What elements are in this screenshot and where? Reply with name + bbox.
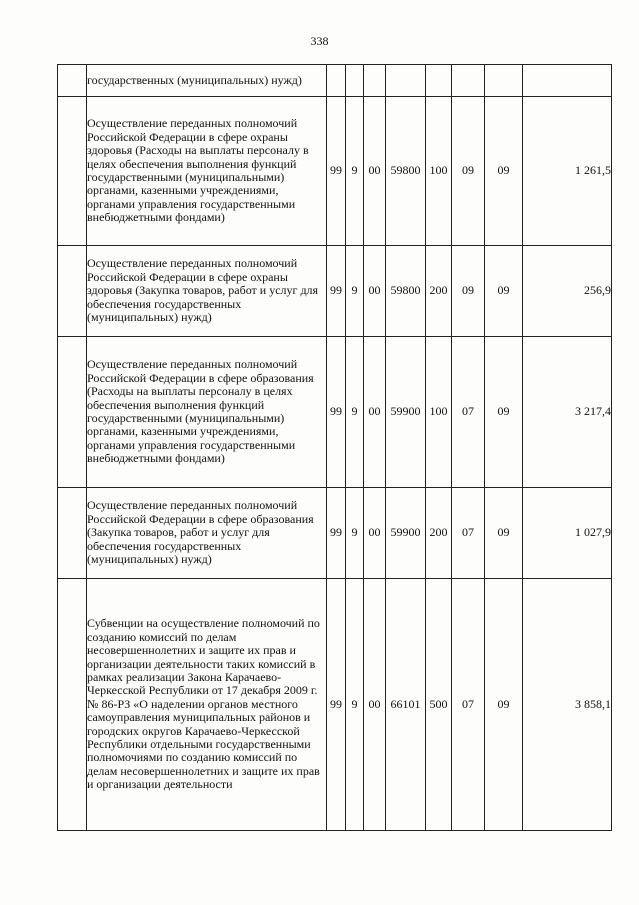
row-description: Осуществление переданных полномочий Российской Федерации в сфере охраны здоровья (Расходы на выплаты персоналу в целях обеспечения выполнения функций государственными (муниципальными) органами, казенными учреждениями, органами управления государственными внебюджетными фондами) bbox=[87, 97, 327, 246]
code-subsection bbox=[485, 65, 523, 97]
code-expense-type: 100 bbox=[426, 97, 452, 246]
table-row bbox=[58, 65, 612, 97]
row-description: Осуществление переданных полномочий Российской Федерации в сфере образования (Закупка товаров, работ и услуг для обеспечения государственных (муниципальных) нужд) bbox=[87, 488, 327, 579]
code-direction bbox=[386, 65, 426, 97]
code-section: 07 bbox=[452, 579, 485, 831]
page-number: 338 bbox=[310, 34, 329, 48]
budget-table bbox=[57, 64, 612, 831]
amount-value: 3 217,4 bbox=[523, 337, 612, 488]
row-description: Субвенции на осуществление полномочий по созданию комиссий по делам несовершеннолетних и защите их прав и организации деятельности таких комиссий в рамках реализации Закона Карачаево-Черкесской Республики от 17 декабря 2009 г. № 86-РЗ «О наделении органов местного самоуправления муниципальных районов и городских округов Карачаево-Черкесской Республики отдельными государственными полномочиями по созданию комиссий по делам несовершеннолетних и защите их прав и организации деятельности bbox=[87, 579, 327, 831]
amount-value: 3 858,1 bbox=[523, 579, 612, 831]
code-direction: 59800 bbox=[386, 97, 426, 246]
code-main-event: 00 bbox=[364, 488, 386, 579]
code-section bbox=[452, 65, 485, 97]
code-direction: 59800 bbox=[386, 246, 426, 337]
code-section: 07 bbox=[452, 488, 485, 579]
code-program bbox=[327, 65, 346, 97]
row-description: Осуществление переданных полномочий Российской Федерации в сфере образования (Расходы на выплаты персоналу в целях обеспечения выполнения функций государственными (муниципальными) органами, казенными учреждениями, органами управления государственными внебюджетными фондами) bbox=[87, 337, 327, 488]
amount-value: 1 261,5 bbox=[523, 97, 612, 246]
code-main-event: 00 bbox=[364, 337, 386, 488]
amount-value: 256,9 bbox=[523, 246, 612, 337]
code-subsection: 09 bbox=[485, 246, 523, 337]
table-row bbox=[58, 337, 612, 488]
table-row bbox=[58, 579, 612, 831]
code-program: 99 bbox=[327, 337, 346, 488]
code-section: 09 bbox=[452, 97, 485, 246]
code-subprogram: 9 bbox=[346, 97, 364, 246]
code-main-event: 00 bbox=[364, 246, 386, 337]
code-subprogram: 9 bbox=[346, 488, 364, 579]
code-subsection: 09 bbox=[485, 579, 523, 831]
code-program: 99 bbox=[327, 579, 346, 831]
row-spacer-cell bbox=[58, 488, 87, 579]
row-spacer-cell bbox=[58, 65, 87, 97]
code-subsection: 09 bbox=[485, 488, 523, 579]
code-direction: 66101 bbox=[386, 579, 426, 831]
code-direction: 59900 bbox=[386, 488, 426, 579]
code-expense-type: 100 bbox=[426, 337, 452, 488]
amount-value: 1 027,9 bbox=[523, 488, 612, 579]
code-expense-type bbox=[426, 65, 452, 97]
code-section: 09 bbox=[452, 246, 485, 337]
code-subprogram: 9 bbox=[346, 246, 364, 337]
code-subsection: 09 bbox=[485, 337, 523, 488]
code-expense-type: 500 bbox=[426, 579, 452, 831]
amount-value bbox=[523, 65, 612, 97]
code-expense-type: 200 bbox=[426, 488, 452, 579]
row-spacer-cell bbox=[58, 246, 87, 337]
table-row bbox=[58, 97, 612, 246]
code-program: 99 bbox=[327, 246, 346, 337]
table-row bbox=[58, 246, 612, 337]
code-section: 07 bbox=[452, 337, 485, 488]
code-main-event: 00 bbox=[364, 579, 386, 831]
code-subprogram: 9 bbox=[346, 579, 364, 831]
row-spacer-cell bbox=[58, 97, 87, 246]
code-subprogram bbox=[346, 65, 364, 97]
table-row bbox=[58, 488, 612, 579]
row-spacer-cell bbox=[58, 579, 87, 831]
code-program: 99 bbox=[327, 97, 346, 246]
row-description: государственных (муниципальных) нужд) bbox=[87, 65, 327, 97]
code-expense-type: 200 bbox=[426, 246, 452, 337]
row-spacer-cell bbox=[58, 337, 87, 488]
code-program: 99 bbox=[327, 488, 346, 579]
code-subprogram: 9 bbox=[346, 337, 364, 488]
code-subsection: 09 bbox=[485, 97, 523, 246]
row-description: Осуществление переданных полномочий Российской Федерации в сфере охраны здоровья (Закупка товаров, работ и услуг для обеспечения государственных (муниципальных) нужд) bbox=[87, 246, 327, 337]
code-main-event: 00 bbox=[364, 97, 386, 246]
code-direction: 59900 bbox=[386, 337, 426, 488]
code-main-event bbox=[364, 65, 386, 97]
